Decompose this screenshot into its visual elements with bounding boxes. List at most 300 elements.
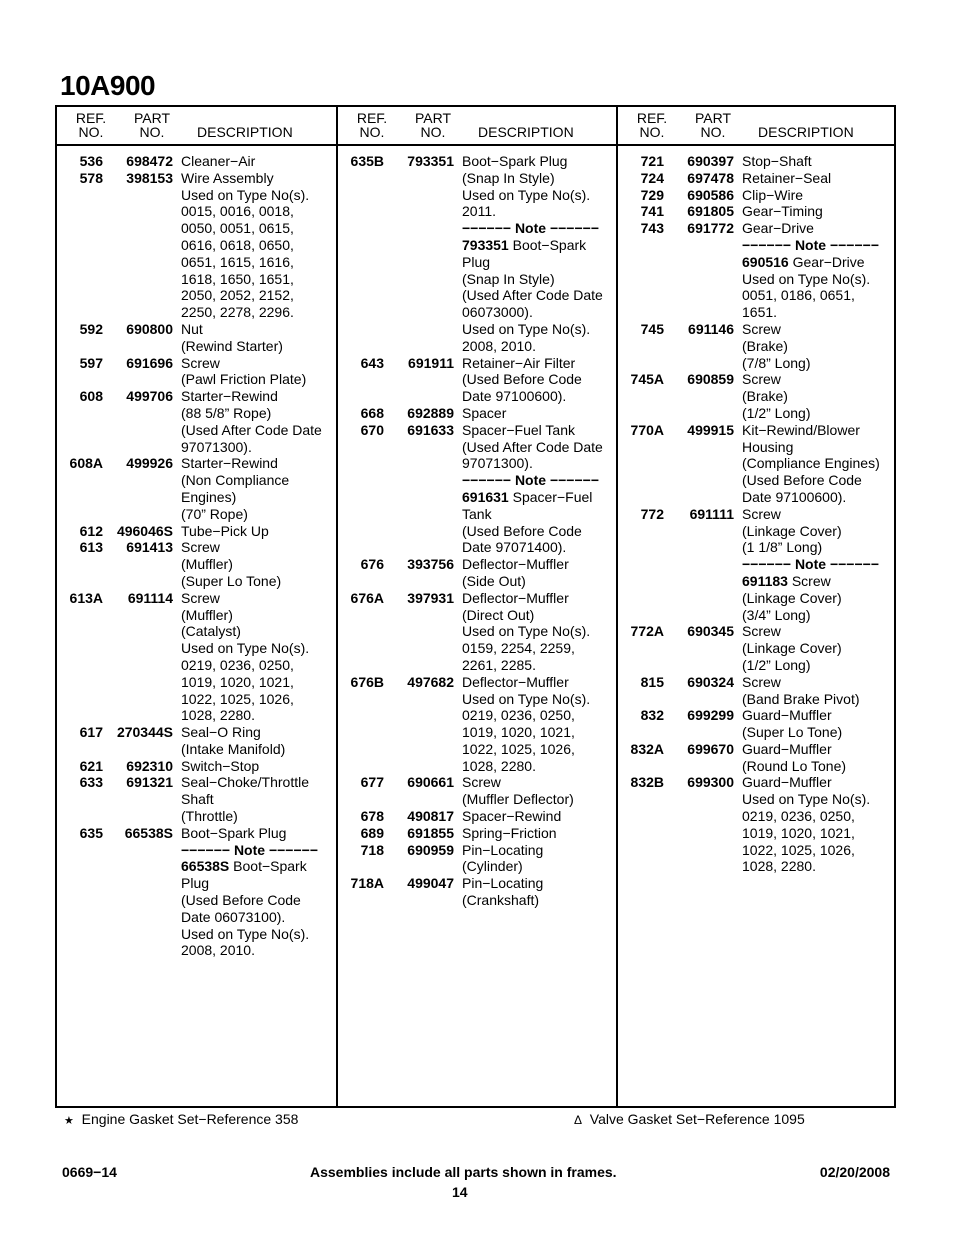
description-line: Screw xyxy=(462,774,501,791)
part-number: 397931 xyxy=(407,589,454,606)
parts-column-3 xyxy=(618,153,888,875)
description-line: (Pawl Friction Plate) xyxy=(181,371,307,388)
description-line: 06073000). xyxy=(462,304,533,321)
part-entry xyxy=(338,825,608,842)
part-description xyxy=(462,808,608,825)
ref-number: 633 xyxy=(79,774,103,791)
note-part-number: 690516 xyxy=(742,253,789,270)
part-entry xyxy=(338,875,608,909)
description-line: Nut xyxy=(181,320,203,337)
valve-gasket-legend xyxy=(574,1111,805,1127)
ref-number: 635B xyxy=(350,153,384,169)
part-header: NO. xyxy=(700,124,726,140)
note-line xyxy=(462,237,608,254)
part-entry xyxy=(57,170,327,321)
description-line: (Muffler) xyxy=(181,556,233,573)
part-number: 499047 xyxy=(407,875,454,892)
description-line: (Cylinder) xyxy=(462,858,523,875)
part-header: NO. xyxy=(139,124,165,140)
description-line: Date 06073100). xyxy=(181,908,286,925)
description-line: 1022, 1025, 1026, xyxy=(742,841,855,858)
part-description xyxy=(462,556,608,590)
description-line: Date 97071400). xyxy=(462,539,567,556)
part-number: 690959 xyxy=(407,841,454,858)
description-line: Gear−Timing xyxy=(742,203,823,220)
ref-number: 743 xyxy=(640,220,664,237)
part-entry xyxy=(618,220,888,321)
description-line: Starter−Rewind xyxy=(181,388,278,405)
part-number: 497682 xyxy=(407,673,454,690)
ref-number: 729 xyxy=(640,186,664,203)
description-line: (Crankshaft) xyxy=(462,892,540,909)
description-line: Switch−Stop xyxy=(181,757,260,774)
description-line: Clip−Wire xyxy=(742,186,804,203)
description-line: (Super Lo Tone) xyxy=(181,572,282,589)
description-line: Used on Type No(s). xyxy=(462,623,591,640)
description-line: Boot−Spark Plug xyxy=(181,824,287,841)
ref-header: REF. xyxy=(75,110,107,126)
part-entry xyxy=(57,523,327,540)
description-line: (Used After Code Date xyxy=(462,438,603,455)
part-description xyxy=(742,203,888,220)
part-number: 793351 xyxy=(407,153,454,169)
part-number: 690586 xyxy=(687,186,734,203)
description-line: (Linkage Cover) xyxy=(742,522,842,539)
description-line: (Linkage Cover) xyxy=(742,640,842,657)
description-line: Spacer−Fuel Tank xyxy=(462,421,575,438)
part-number: 690800 xyxy=(126,320,173,337)
part-entry xyxy=(338,405,608,422)
ref-number: 617 xyxy=(79,724,103,741)
part-description xyxy=(742,187,888,204)
description-line: 1028, 2280. xyxy=(181,707,255,724)
part-description xyxy=(181,523,327,540)
description-line: Plug xyxy=(181,875,210,892)
page-title: 10A900 xyxy=(60,70,156,101)
part-number: 691855 xyxy=(407,824,454,841)
part-entry xyxy=(618,187,888,204)
description-line: Wire Assembly xyxy=(181,169,274,186)
description-line: 2250, 2278, 2296. xyxy=(181,304,294,321)
description-line: Date 97100600). xyxy=(742,488,847,505)
parts-column-2 xyxy=(338,153,608,909)
part-number: 496046S xyxy=(116,522,173,539)
description-line: Starter−Rewind xyxy=(181,455,278,472)
note-line xyxy=(742,573,888,590)
part-number: 691114 xyxy=(127,589,173,606)
page-number: 14 xyxy=(452,1184,468,1200)
description-line: (Snap In Style) xyxy=(462,169,555,186)
part-entry xyxy=(338,590,608,674)
description-line: Tank xyxy=(462,505,492,522)
description-line: (Linkage Cover) xyxy=(742,589,842,606)
description-line: Housing xyxy=(742,438,794,455)
part-number: 691805 xyxy=(687,203,734,220)
description-line: 2008, 2010. xyxy=(462,337,536,354)
description-line: Spacer xyxy=(462,404,507,421)
description-line: (Compliance Engines) xyxy=(742,455,880,472)
part-description xyxy=(742,674,888,708)
note-description: Screw xyxy=(787,572,831,589)
part-entry xyxy=(338,674,608,775)
description-line: (Band Brake Pivot) xyxy=(742,690,860,707)
description-line: (Muffler Deflector) xyxy=(462,791,574,808)
description-line: (Direct Out) xyxy=(462,606,535,623)
part-entry xyxy=(57,825,327,959)
part-entry xyxy=(57,355,327,389)
ref-number: 772A xyxy=(630,623,664,640)
ref-header: NO. xyxy=(639,124,665,140)
description-line: Used on Type No(s). xyxy=(462,690,591,707)
description-line: Screw xyxy=(742,505,781,522)
part-number: 499706 xyxy=(126,388,173,405)
description-line: (Snap In Style) xyxy=(462,270,555,287)
part-entry xyxy=(57,388,327,455)
part-description xyxy=(742,220,888,321)
part-number: 690859 xyxy=(687,371,734,388)
description-line: Plug xyxy=(462,253,491,270)
ref-number: 721 xyxy=(640,153,664,169)
part-description xyxy=(742,422,888,506)
note-separator: −−−−−− Note −−−−−− xyxy=(181,841,318,858)
description-line: 0015, 0016, 0018, xyxy=(181,203,294,220)
part-entry xyxy=(57,153,327,170)
part-number: 691696 xyxy=(126,354,173,371)
description-line: 97071300). xyxy=(462,455,533,472)
part-entry xyxy=(618,623,888,673)
part-entry xyxy=(618,741,888,775)
ref-number: 832B xyxy=(630,774,664,791)
description-line: Used on Type No(s). xyxy=(181,925,310,942)
part-description xyxy=(181,355,327,389)
part-entry xyxy=(618,170,888,187)
ref-number: 670 xyxy=(360,421,384,438)
part-entry xyxy=(338,355,608,405)
part-description xyxy=(181,825,327,959)
part-number: 393756 xyxy=(407,556,454,573)
description-line: Cleaner−Air xyxy=(181,153,256,169)
description-line: 0651, 1615, 1616, xyxy=(181,253,294,270)
part-header: PART xyxy=(414,110,452,126)
description-line: (Catalyst) xyxy=(181,623,241,640)
description-line: Screw xyxy=(742,320,781,337)
delta-icon: Δ xyxy=(574,1113,583,1127)
part-description xyxy=(742,623,888,673)
part-description xyxy=(181,321,327,355)
ref-number: 597 xyxy=(79,354,103,371)
description-line: Guard−Muffler xyxy=(742,740,832,757)
part-entry xyxy=(57,590,327,724)
part-number: 699670 xyxy=(687,740,734,757)
part-number: 691111 xyxy=(689,505,734,522)
description-line: Spring−Friction xyxy=(462,824,557,841)
description-line: (Intake Manifold) xyxy=(181,740,286,757)
description-line: 0219, 0236, 0250, xyxy=(462,707,575,724)
part-entry xyxy=(618,321,888,371)
description-line: 1022, 1025, 1026, xyxy=(181,690,294,707)
part-header: PART xyxy=(133,110,171,126)
part-description xyxy=(181,758,327,775)
part-number: 690397 xyxy=(687,153,734,169)
part-number: 691321 xyxy=(126,774,173,791)
part-number: 699300 xyxy=(687,774,734,791)
part-description xyxy=(462,153,608,355)
description-line: (Used After Code Date xyxy=(462,287,603,304)
part-description xyxy=(742,321,888,371)
description-line: 1019, 1020, 1021, xyxy=(462,724,575,741)
part-entry xyxy=(618,203,888,220)
ref-header: NO. xyxy=(78,124,104,140)
part-number: 697478 xyxy=(687,169,734,186)
description-line: Stop−Shaft xyxy=(742,153,812,169)
ref-number: 621 xyxy=(79,757,103,774)
ref-number: 677 xyxy=(360,774,384,791)
description-header: DESCRIPTION xyxy=(758,124,854,140)
part-number: 691633 xyxy=(407,421,454,438)
description-line: (Used Before Code xyxy=(742,472,862,489)
ref-header: REF. xyxy=(636,110,668,126)
description-line: Retainer−Seal xyxy=(742,169,832,186)
part-number: 691146 xyxy=(688,320,734,337)
description-line: (70” Rope) xyxy=(181,505,248,522)
part-entry xyxy=(618,674,888,708)
description-line: 2261, 2285. xyxy=(462,656,536,673)
part-description xyxy=(462,422,608,556)
description-line: 1028, 2280. xyxy=(462,757,536,774)
description-line: 1651. xyxy=(742,304,778,321)
description-line: Screw xyxy=(742,623,781,640)
description-line: Pin−Locating xyxy=(462,875,544,892)
description-line: 2008, 2010. xyxy=(181,942,255,959)
part-number: 698472 xyxy=(126,153,173,169)
description-header: DESCRIPTION xyxy=(478,124,574,140)
note-description: Spacer−Fuel xyxy=(508,488,593,505)
ref-number: 613A xyxy=(69,589,103,606)
part-description xyxy=(181,153,327,170)
description-line: Boot−Spark Plug xyxy=(462,153,568,169)
footer-note: Assemblies include all parts shown in frames. xyxy=(310,1164,617,1180)
description-line: Spacer−Rewind xyxy=(462,808,562,825)
part-description xyxy=(462,590,608,674)
part-header: NO. xyxy=(420,124,446,140)
part-number: 691911 xyxy=(408,354,454,371)
description-line: Used on Type No(s). xyxy=(181,186,310,203)
description-line: 2011. xyxy=(462,203,496,220)
part-description xyxy=(181,455,327,522)
description-line: (1/2” Long) xyxy=(742,656,811,673)
part-description xyxy=(181,170,327,321)
description-line: Gear−Drive xyxy=(742,220,814,237)
ref-number: 741 xyxy=(640,203,664,220)
description-line: Guard−Muffler xyxy=(742,707,832,724)
part-entry xyxy=(338,808,608,825)
part-description xyxy=(462,875,608,909)
part-entry xyxy=(338,153,608,355)
note-description: Boot−Spark xyxy=(229,858,307,875)
note-description: Boot−Spark xyxy=(508,236,587,253)
part-number: 490817 xyxy=(407,808,454,825)
ref-number: 676B xyxy=(350,673,384,690)
part-entry xyxy=(338,556,608,590)
part-number: 692889 xyxy=(407,404,454,421)
description-line: 1028, 2280. xyxy=(742,858,816,875)
part-description xyxy=(181,388,327,455)
description-line: (Rewind Starter) xyxy=(181,337,283,354)
part-entry xyxy=(618,371,888,421)
description-line: Deflector−Muffler xyxy=(462,673,569,690)
description-line: Used on Type No(s). xyxy=(742,270,871,287)
ref-number: 770A xyxy=(630,421,664,438)
part-entry xyxy=(57,724,327,758)
part-entry xyxy=(338,774,608,808)
part-number: 499915 xyxy=(687,421,734,438)
part-number: 691772 xyxy=(687,220,734,237)
note-line xyxy=(181,858,327,875)
description-line: (Round Lo Tone) xyxy=(742,757,847,774)
description-line: (Used Before Code xyxy=(462,522,582,539)
header-rule xyxy=(57,144,894,146)
description-line: Engines) xyxy=(181,488,237,505)
ref-number: 832A xyxy=(630,740,664,757)
note-part-number: 793351 xyxy=(462,236,509,253)
part-entry xyxy=(618,707,888,741)
part-header: PART xyxy=(694,110,732,126)
part-number: 66538S xyxy=(124,824,173,841)
part-entry xyxy=(618,422,888,506)
part-description xyxy=(462,842,608,876)
description-line: Deflector−Muffler xyxy=(462,556,569,573)
description-line: Used on Type No(s). xyxy=(462,186,591,203)
description-line: Used on Type No(s). xyxy=(181,640,310,657)
ref-number: 643 xyxy=(360,354,384,371)
note-separator: −−−−−− Note −−−−−− xyxy=(462,472,599,489)
ref-number: 608 xyxy=(79,388,103,405)
part-description xyxy=(181,539,327,589)
description-line: (88 5/8” Rope) xyxy=(181,404,272,421)
part-number: 690345 xyxy=(687,623,734,640)
description-line: 0051, 0186, 0651, xyxy=(742,287,855,304)
part-description xyxy=(742,774,888,875)
ref-number: 536 xyxy=(79,153,103,169)
part-number: 398153 xyxy=(126,169,173,186)
note-separator: −−−−−− Note −−−−−− xyxy=(742,556,879,573)
ref-header: REF. xyxy=(356,110,388,126)
description-line: 0219, 0236, 0250, xyxy=(742,808,855,825)
ref-number: 613 xyxy=(79,539,103,556)
description-line: Screw xyxy=(181,354,220,371)
description-line: (1/2” Long) xyxy=(742,404,811,421)
description-line: 0050, 0051, 0615, xyxy=(181,220,294,237)
description-line: 2050, 2052, 2152, xyxy=(181,287,294,304)
footer-date: 02/20/2008 xyxy=(819,1164,890,1180)
ref-number: 832 xyxy=(640,707,664,724)
ref-number: 612 xyxy=(79,522,103,539)
note-description: Gear−Drive xyxy=(788,253,865,270)
part-description xyxy=(462,774,608,808)
note-line xyxy=(742,254,888,271)
description-line: Tube−Pick Up xyxy=(181,522,269,539)
ref-number: 635 xyxy=(79,824,103,841)
ref-number: 724 xyxy=(640,169,664,186)
ref-number: 668 xyxy=(360,404,384,421)
part-entry xyxy=(57,455,327,522)
description-line: 1019, 1020, 1021, xyxy=(181,673,294,690)
description-line: (Muffler) xyxy=(181,606,233,623)
description-line: (Used After Code Date xyxy=(181,421,322,438)
part-description xyxy=(181,590,327,724)
part-description xyxy=(742,170,888,187)
description-line: 0616, 0618, 0650, xyxy=(181,236,294,253)
description-line: (Side Out) xyxy=(462,572,526,589)
note-part-number: 691183 xyxy=(742,572,788,589)
description-header: DESCRIPTION xyxy=(197,124,293,140)
description-line: Screw xyxy=(742,371,781,388)
ref-number: 676A xyxy=(350,589,384,606)
parts-column-1 xyxy=(57,153,327,959)
description-line: Screw xyxy=(181,589,220,606)
description-line: 0219, 0236, 0250, xyxy=(181,656,294,673)
ref-number: 592 xyxy=(79,320,103,337)
part-entry xyxy=(57,758,327,775)
engine-gasket-legend xyxy=(64,1111,298,1127)
description-line: Used on Type No(s). xyxy=(462,320,591,337)
legend-valve-gasket-text: Valve Gasket Set−Reference 1095 xyxy=(589,1111,805,1127)
part-entry xyxy=(618,774,888,875)
description-line: Retainer−Air Filter xyxy=(462,354,576,371)
ref-number: 718A xyxy=(350,875,384,892)
part-description xyxy=(742,741,888,775)
note-separator: −−−−−− Note −−−−−− xyxy=(462,220,599,237)
footer-doc-number: 0669−14 xyxy=(62,1164,117,1180)
parts-table xyxy=(55,105,896,1108)
part-description xyxy=(181,724,327,758)
description-line: Seal−O Ring xyxy=(181,724,261,741)
part-description xyxy=(742,707,888,741)
part-description xyxy=(462,674,608,775)
description-line: Kit−Rewind/Blower xyxy=(742,421,860,438)
description-line: (Throttle) xyxy=(181,808,238,825)
description-line: Pin−Locating xyxy=(462,841,544,858)
part-entry xyxy=(338,842,608,876)
part-number: 690661 xyxy=(407,774,454,791)
part-number: 691413 xyxy=(126,539,173,556)
part-entry xyxy=(57,539,327,589)
ref-number: 772 xyxy=(640,505,664,522)
description-line: 0159, 2254, 2259, xyxy=(462,640,575,657)
ref-number: 718 xyxy=(360,841,384,858)
description-line: (Brake) xyxy=(742,337,788,354)
ref-number: 608A xyxy=(69,455,103,472)
star-icon: ★ xyxy=(64,1115,74,1127)
part-number: 690324 xyxy=(687,673,734,690)
legend-engine-gasket-text: Engine Gasket Set−Reference 358 xyxy=(81,1111,299,1127)
part-entry xyxy=(618,153,888,170)
description-line: (Super Lo Tone) xyxy=(742,724,843,741)
part-number: 499926 xyxy=(126,455,173,472)
description-line: Screw xyxy=(742,673,781,690)
note-part-number: 66538S xyxy=(181,858,230,875)
description-line: 1022, 1025, 1026, xyxy=(462,740,575,757)
part-number: 692310 xyxy=(126,757,173,774)
note-part-number: 691631 xyxy=(462,488,509,505)
part-number: 699299 xyxy=(687,707,734,724)
ref-number: 676 xyxy=(360,556,384,573)
description-line: (7/8” Long) xyxy=(742,354,811,371)
description-line: (Brake) xyxy=(742,388,788,405)
note-separator: −−−−−− Note −−−−−− xyxy=(742,236,879,253)
description-line: Used on Type No(s). xyxy=(742,791,871,808)
part-description xyxy=(462,825,608,842)
